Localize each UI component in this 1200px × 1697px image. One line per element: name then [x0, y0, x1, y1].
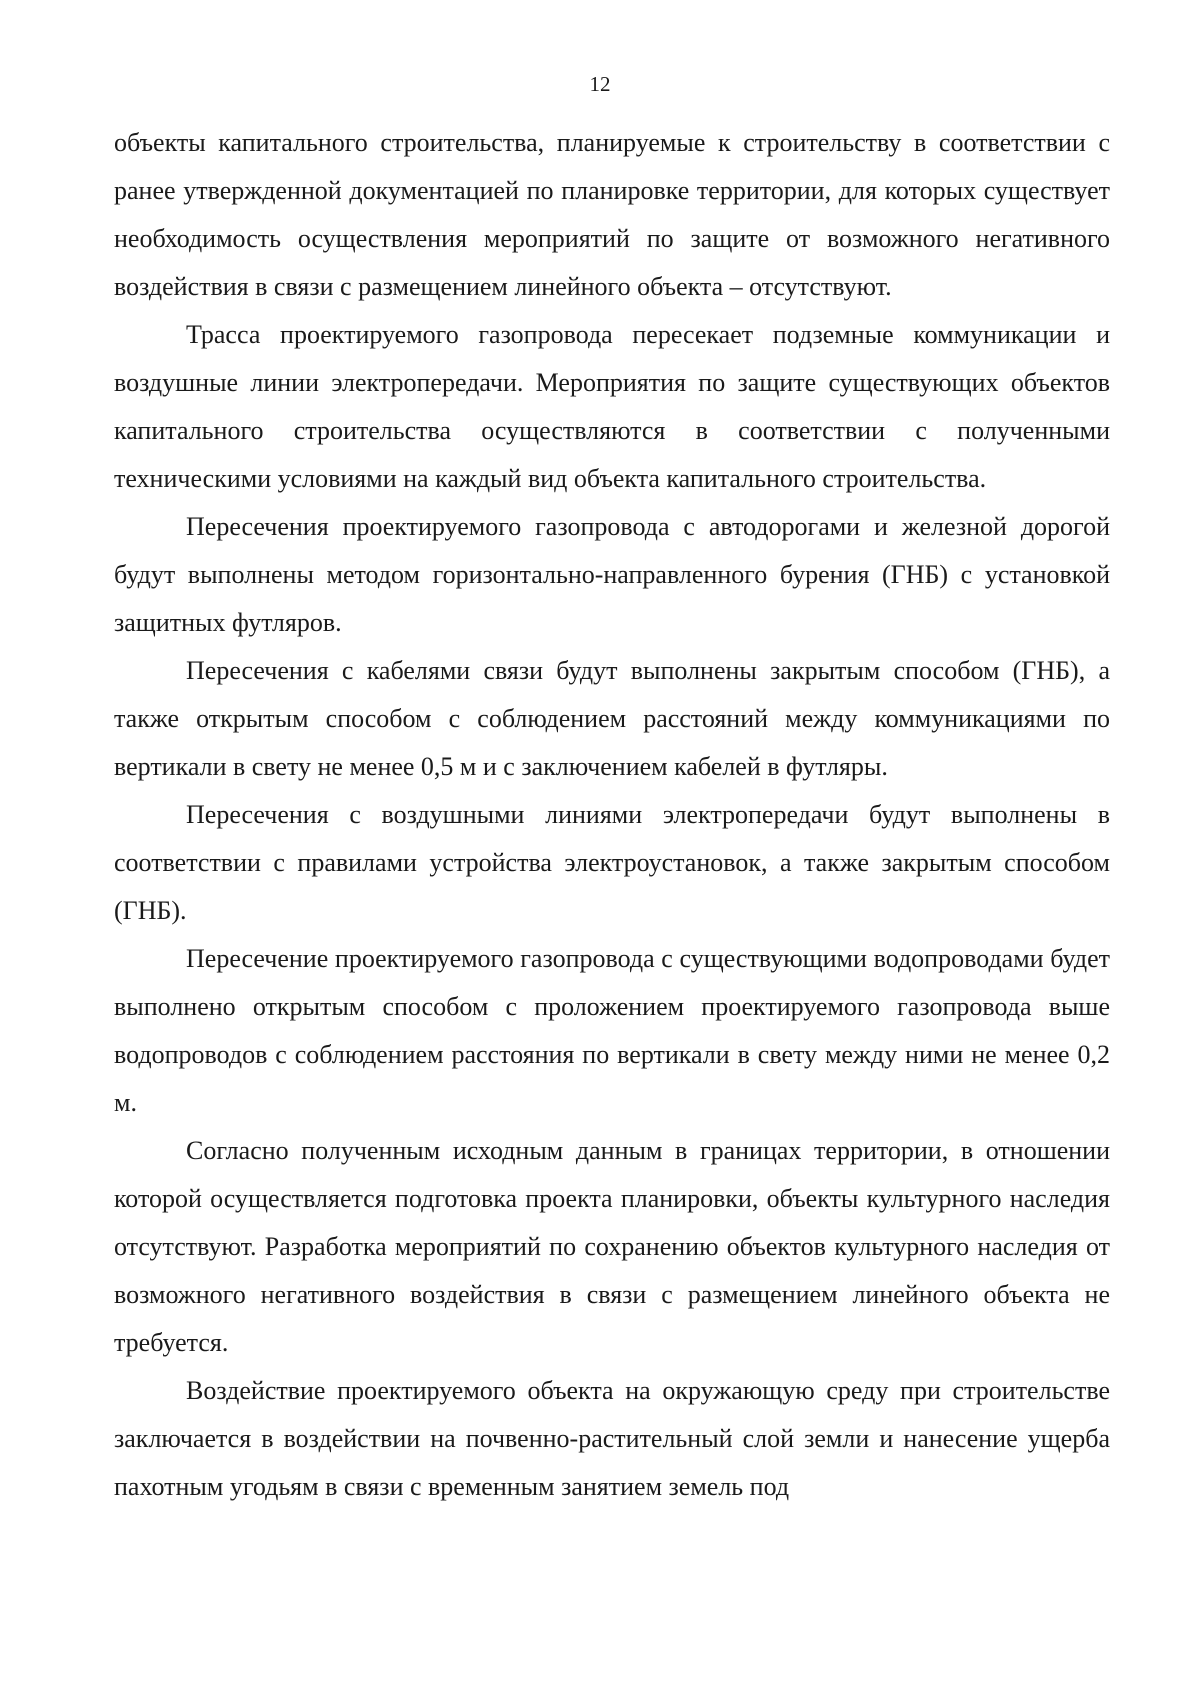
paragraph-cultural-heritage: Согласно полученным исходным данным в границах территории, в отношении которой осуществляется подготовка проекта планировки, объекты культурного наследия отсутствуют. Разработка мероприятий по сохранению объектов культурного наследия от возможного негативного воздействия в связи с размещением линейного объекта не требуется.: [114, 1136, 1110, 1357]
paragraph-continued: объекты капитального строительства, планируемые к строительству в соответствии с ранее утвержденной документацией по планировке территории, для которых существует необходимость осуществления мероприятий по защите от возможного негативного воздействия в связи с размещением линейного объекта – отсутствуют.: [114, 128, 1110, 301]
page-number: 12: [589, 72, 611, 96]
paragraph-water-pipe-crossings: Пересечение проектируемого газопровода с существующими водопроводами будет выполнено открытым способом с проложением проектируемого газопровода выше водопроводов с соблюдением расстояния по вертикали в свету между ними не менее 0,2 м.: [114, 944, 1110, 1117]
paragraph-environmental-impact: Воздействие проектируемого объекта на окружающую среду при строительстве заключается в воздействии на почвенно-растительный слой земли и нанесение ущерба пахотным угодьям в связи с временным занятием земель под: [114, 1376, 1110, 1501]
paragraph-power-line-crossings: Пересечения с воздушными линиями электропередачи будут выполнены в соответствии с правилами устройства электроустановок, а также закрытым способом (ГНБ).: [114, 800, 1110, 925]
paragraph-pipeline-crossings: Трасса проектируемого газопровода пересекает подземные коммуникации и воздушные линии электропередачи. Мероприятия по защите существующих объектов капитального строительства осуществляются в соответствии с полученными техническими условиями на каждый вид объекта капитального строительства.: [114, 320, 1110, 493]
paragraph-cable-crossings: Пересечения с кабелями связи будут выполнены закрытым способом (ГНБ), а также открытым способом с соблюдением расстояний между коммуникациями по вертикали в свету не менее 0,5 м и с заключением кабелей в футляры.: [114, 656, 1110, 781]
body-text: [114, 119, 1110, 1511]
paragraph-road-crossings: Пересечения проектируемого газопровода с автодорогами и железной дорогой будут выполнены методом горизонтально-направленного бурения (ГНБ) с установкой защитных футляров.: [114, 512, 1110, 637]
